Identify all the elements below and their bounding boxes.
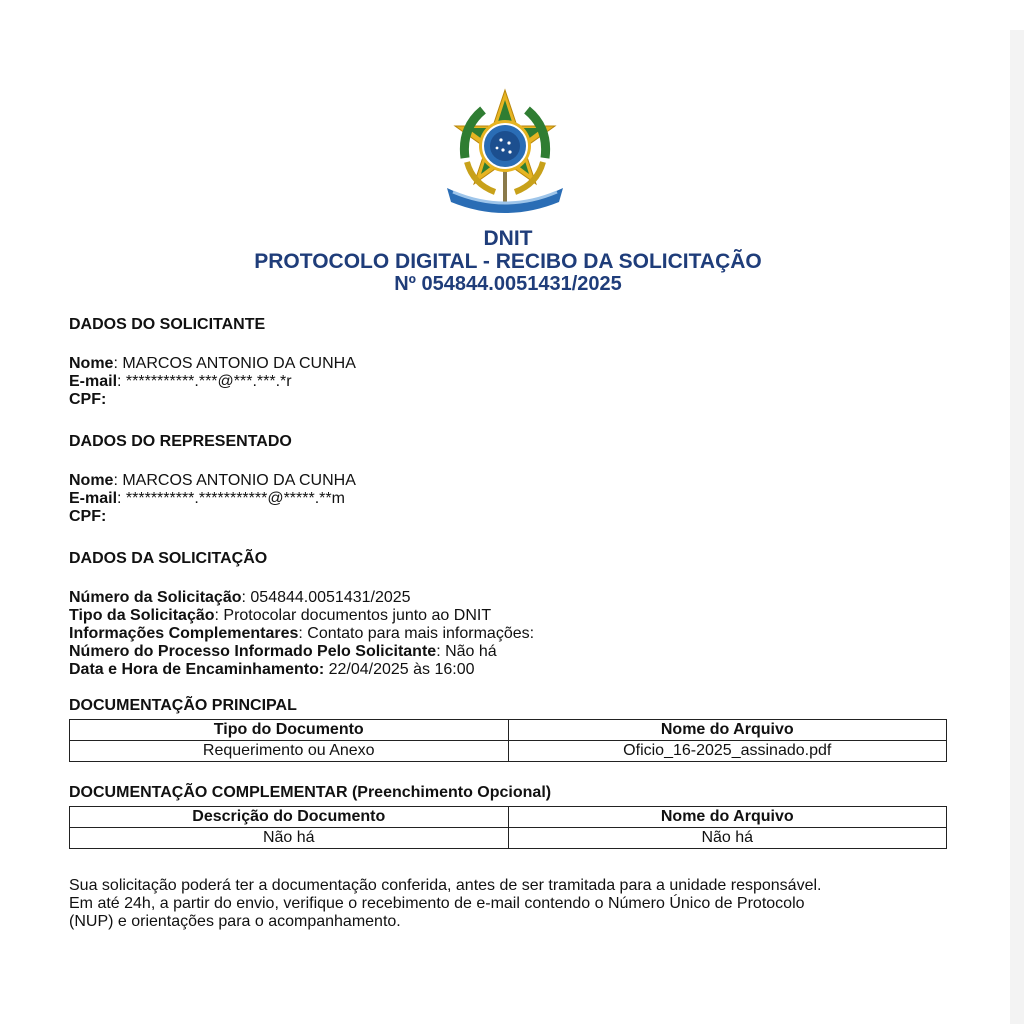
solicitante-nome — [69, 355, 949, 373]
header — [0, 227, 1016, 296]
footnote-line: Sua solicitação poderá ter a documentação conferida, antes de ser tramitada para a unidade responsável. — [69, 877, 822, 894]
brazil-coat-of-arms-icon — [443, 88, 567, 218]
section-title-doc-complementar: DOCUMENTAÇÃO COMPLEMENTAR (Preenchimento Opcional) — [69, 784, 552, 801]
section-title-doc-principal: DOCUMENTAÇÃO PRINCIPAL — [69, 697, 297, 714]
footnote — [69, 877, 949, 931]
table-header-row — [70, 807, 947, 828]
page-edge-shadow — [1010, 30, 1024, 1024]
column-header: Nome do Arquivo — [508, 720, 947, 741]
table-cell: Requerimento ou Anexo — [70, 741, 509, 762]
email-value: : ***********.***@***.***.*r — [117, 373, 292, 390]
column-header: Nome do Arquivo — [508, 807, 947, 828]
data-value: 22/04/2025 às 16:00 — [324, 661, 475, 678]
section-title-solicitante: DADOS DO SOLICITANTE — [69, 316, 266, 333]
numero-value: : 054844.0051431/2025 — [241, 589, 411, 606]
receipt-body — [69, 316, 949, 931]
solicitacao-info — [69, 625, 949, 643]
solicitacao-data — [69, 661, 949, 679]
email-label: E-mail — [69, 490, 118, 507]
table-row — [70, 828, 947, 849]
representado-nome — [69, 472, 949, 490]
table-row — [70, 741, 947, 762]
info-label: Informações Complementares — [69, 625, 299, 642]
numero-label: Número da Solicitação — [69, 589, 242, 606]
data-label: Data e Hora de Encaminhamento: — [69, 661, 325, 678]
section-title-solicitacao: DADOS DA SOLICITAÇÃO — [69, 550, 268, 567]
table-header-row — [70, 720, 947, 741]
protocol-number: Nº 054844.0051431/2025 — [394, 273, 622, 295]
solicitacao-processo — [69, 643, 949, 661]
tipo-label: Tipo da Solicitação — [69, 607, 215, 624]
column-header: Descrição do Documento — [70, 807, 509, 828]
processo-label: Número do Processo Informado Pelo Solicitante — [69, 643, 437, 660]
column-header: Tipo do Documento — [70, 720, 509, 741]
solicitante-cpf — [69, 391, 949, 409]
doc-principal-table — [69, 719, 947, 762]
representado-cpf — [69, 508, 949, 526]
cpf-label: CPF: — [69, 508, 107, 525]
nome-value: : MARCOS ANTONIO DA CUNHA — [113, 472, 356, 489]
processo-value: : Não há — [436, 643, 497, 660]
solicitacao-tipo — [69, 607, 949, 625]
footnote-line: Em até 24h, a partir do envio, verifique o recebimento de e-mail contendo o Número Único de Protocolo — [69, 895, 805, 912]
cpf-label: CPF: — [69, 391, 107, 408]
file-name-cell: Oficio_16-2025_assinado.pdf — [508, 741, 947, 762]
nome-value: : MARCOS ANTONIO DA CUNHA — [113, 355, 356, 372]
doc-complementar-table — [69, 806, 947, 849]
nome-label: Nome — [69, 355, 114, 372]
email-label: E-mail — [69, 373, 118, 390]
table-cell: Não há — [508, 828, 947, 849]
solicitante-email — [69, 373, 949, 391]
org-title: DNIT — [483, 227, 533, 250]
footnote-line: (NUP) e orientações para o acompanhamento. — [69, 913, 401, 930]
document-title: PROTOCOLO DIGITAL - RECIBO DA SOLICITAÇÃO — [254, 250, 762, 273]
table-cell: Não há — [70, 828, 509, 849]
solicitacao-numero — [69, 589, 949, 607]
nome-label: Nome — [69, 472, 114, 489]
email-value: : ***********.***********@*****.**m — [117, 490, 345, 507]
tipo-value: : Protocolar documentos junto ao DNIT — [214, 607, 492, 624]
representado-email — [69, 490, 949, 508]
info-value: : Contato para mais informações: — [298, 625, 535, 642]
section-title-representado: DADOS DO REPRESENTADO — [69, 433, 292, 450]
